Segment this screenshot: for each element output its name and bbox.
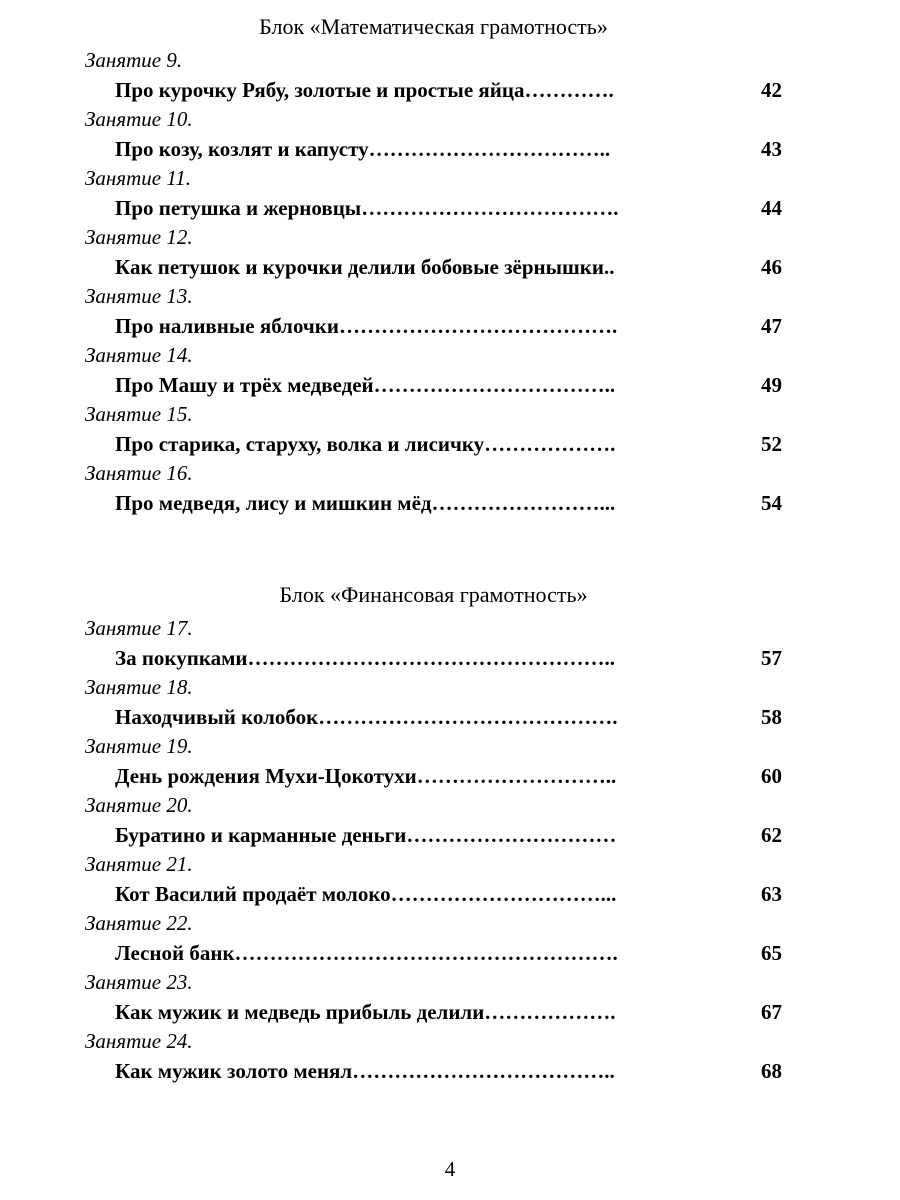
toc-entry: [85, 909, 782, 968]
entry-title-row: [85, 253, 782, 283]
entry-title: За покупками……………………………………………..: [115, 645, 616, 670]
toc-entry: [85, 46, 782, 105]
entry-title: Про наливные яблочки………………………………….: [115, 313, 618, 338]
entry-title-row: [85, 703, 782, 733]
lesson-label: Занятие 16.: [85, 461, 193, 485]
entry-title-row: [85, 194, 782, 224]
toc-entry: [85, 614, 782, 673]
entry-title: Про козу, козлят и капусту……………………………..: [115, 136, 611, 161]
lesson-label: Занятие 14.: [85, 343, 193, 367]
entry-title-row: [85, 821, 782, 851]
toc-section-finance: [85, 580, 782, 1086]
lesson-label: Занятие 13.: [85, 284, 193, 308]
lesson-label: Занятие 21.: [85, 852, 193, 876]
entry-page-number: 44: [761, 195, 782, 220]
entry-page-number: 67: [761, 999, 782, 1024]
page-number: 4: [444, 1157, 456, 1181]
lesson-label: Занятие 20.: [85, 793, 193, 817]
entry-title: День рождения Мухи-Цокотухи………………………..: [115, 763, 617, 788]
entry-page-number: 68: [761, 1058, 782, 1083]
entry-page-number: 46: [761, 254, 782, 279]
entry-title: Лесной банк……………………………………………….: [115, 940, 618, 965]
lesson-label: Занятие 12.: [85, 225, 193, 249]
entry-title-row: [85, 135, 782, 165]
entry-title: Про старика, старуху, волка и лисичку……………….: [115, 431, 616, 456]
entry-title-row: [85, 762, 782, 792]
lesson-label: Занятие 15.: [85, 402, 193, 426]
entry-title-row: [85, 939, 782, 969]
entry-title: Про курочку Рябу, золотые и простые яйца………….: [115, 77, 614, 102]
toc-entry: [85, 732, 782, 791]
entry-title-row: [85, 1057, 782, 1087]
entry-title-row: [85, 489, 782, 519]
entry-page-number: 58: [761, 704, 782, 729]
toc-entry: [85, 341, 782, 400]
entry-page-number: 43: [761, 136, 782, 161]
lesson-label: Занятие 9.: [85, 48, 183, 72]
entry-title: Про медведя, лису и мишкин мёд……………………...: [115, 490, 616, 515]
toc-section-math: [85, 12, 782, 518]
toc-entry: [85, 164, 782, 223]
entry-page-number: 42: [761, 77, 782, 102]
lesson-label: Занятие 19.: [85, 734, 193, 758]
lesson-label: Занятие 22.: [85, 911, 193, 935]
entry-title: Как петушок и курочки делили бобовые зёрнышки..: [115, 254, 615, 279]
entry-title-row: [85, 998, 782, 1028]
toc-entry: [85, 105, 782, 164]
entry-page-number: 47: [761, 313, 782, 338]
toc-entry: [85, 673, 782, 732]
entry-page-number: 62: [761, 822, 782, 847]
entry-title-row: [85, 76, 782, 106]
section-heading-finance: Блок «Финансовая грамотность»: [279, 582, 588, 607]
entry-title-row: [85, 644, 782, 674]
entry-title-row: [85, 371, 782, 401]
lesson-label: Занятие 18.: [85, 675, 193, 699]
lesson-label: Занятие 24.: [85, 1029, 193, 1053]
entry-page-number: 52: [761, 431, 782, 456]
entry-page-number: 57: [761, 645, 782, 670]
entry-title: Находчивый колобок…………………………………….: [115, 704, 618, 729]
toc-entry: [85, 459, 782, 518]
entry-page-number: 65: [761, 940, 782, 965]
toc-entry: [85, 850, 782, 909]
entry-title-row: [85, 430, 782, 460]
lesson-label: Занятие 10.: [85, 107, 193, 131]
toc-entry: [85, 282, 782, 341]
lesson-label: Занятие 11.: [85, 166, 192, 190]
entry-page-number: 49: [761, 372, 782, 397]
entry-title: Буратино и карманные деньги…………………………: [115, 822, 617, 847]
toc-entry: [85, 1027, 782, 1086]
section-heading-math: Блок «Математическая грамотность»: [259, 14, 608, 39]
lesson-label: Занятие 23.: [85, 970, 193, 994]
entry-title: Про Машу и трёх медведей……………………………..: [115, 372, 616, 397]
entry-title-row: [85, 312, 782, 342]
toc-entry: [85, 400, 782, 459]
entry-title: Как мужик и медведь прибыль делили……………….: [115, 999, 616, 1024]
entry-page-number: 60: [761, 763, 782, 788]
toc-entry: [85, 223, 782, 282]
lesson-label: Занятие 17.: [85, 616, 193, 640]
entry-title: Про петушка и жерновцы……………………………….: [115, 195, 619, 220]
toc-entry: [85, 791, 782, 850]
entry-page-number: 54: [761, 490, 782, 515]
entry-title-row: [85, 880, 782, 910]
entry-title: Кот Василий продаёт молоко…………………………...: [115, 881, 617, 906]
toc-entry: [85, 968, 782, 1027]
entry-title: Как мужик золото менял………………………………..: [115, 1058, 615, 1083]
entry-page-number: 63: [761, 881, 782, 906]
